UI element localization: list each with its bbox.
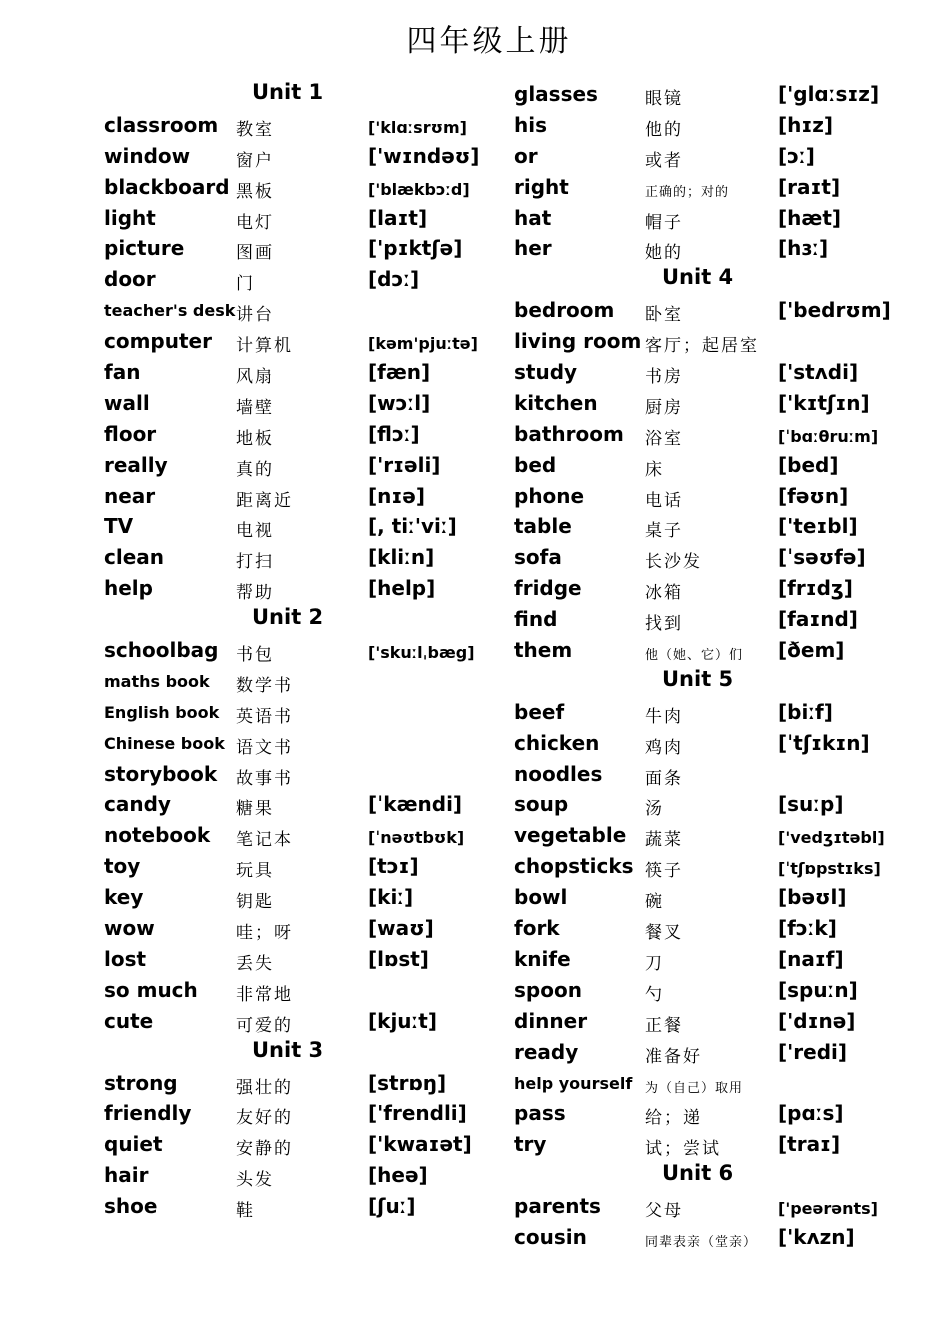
english-word: classroom (104, 112, 219, 137)
phonetic: [suːp] (778, 792, 844, 817)
english-word: sofa (514, 545, 562, 570)
chinese-meaning: 钥匙 (236, 892, 274, 913)
english-word: toy (104, 854, 141, 879)
chinese-meaning: 距离近 (236, 490, 293, 511)
chinese-meaning: 窗户 (236, 150, 274, 171)
phonetic: ['teɪbl] (778, 514, 858, 539)
phonetic: [bəʊl] (778, 885, 847, 910)
english-word: fan (104, 360, 141, 385)
english-word: schoolbag (104, 638, 219, 663)
chinese-meaning: 冰箱 (645, 583, 683, 604)
chinese-meaning: 真的 (236, 459, 274, 480)
chinese-meaning: 英语书 (236, 706, 293, 727)
chinese-meaning: 图画 (236, 243, 274, 264)
chinese-meaning: 他的 (645, 119, 683, 140)
english-word: table (514, 514, 572, 539)
unit-heading: Unit 6 (662, 1161, 734, 1186)
chinese-meaning: 笔记本 (236, 830, 293, 851)
chinese-meaning: 或者 (645, 150, 683, 171)
english-word: find (514, 607, 558, 632)
chinese-meaning: 头发 (236, 1170, 274, 1191)
phonetic: [ˈkændi] (368, 792, 463, 817)
chinese-meaning: 帮助 (236, 583, 274, 604)
phonetic: [dɔː] (368, 267, 420, 292)
chinese-meaning: 碗 (645, 892, 664, 913)
english-word: teacher's desk (104, 301, 236, 321)
phonetic: [traɪ] (778, 1132, 841, 1157)
chinese-meaning: 鞋 (236, 1201, 255, 1222)
phonetic: ['klɑːsrʊm] (368, 117, 467, 137)
chinese-meaning: 眼镜 (645, 89, 683, 109)
phonetic: ['blækbɔːd] (368, 179, 470, 199)
english-word: picture (104, 236, 185, 261)
english-word: maths book (104, 671, 210, 691)
english-word: help (104, 576, 153, 601)
english-word: computer (104, 329, 212, 354)
unit-heading: Unit 4 (662, 265, 734, 290)
english-word: his (514, 112, 547, 137)
chinese-meaning: 准备好 (645, 1046, 702, 1067)
phonetic: ['rɪəli] (368, 452, 441, 477)
chinese-meaning: 父母 (645, 1201, 683, 1222)
english-word: or (514, 143, 538, 168)
english-word: chicken (514, 730, 600, 755)
phonetic: [frɪdʒ] (778, 576, 853, 601)
english-word: English book (104, 702, 220, 722)
english-word: living room (514, 329, 642, 354)
phonetic: [faɪnd] (778, 607, 858, 632)
phonetic: [naɪf] (778, 946, 844, 971)
phonetic: [nɪə] (368, 483, 425, 508)
english-word: noodles (514, 761, 603, 786)
phonetic: [biːf] (778, 699, 833, 724)
phonetic: [ˈnəʊtbʊk] (368, 828, 465, 848)
chinese-meaning: 勺 (645, 984, 664, 1005)
english-word: bedroom (514, 298, 615, 323)
phonetic: [hɪz] (778, 112, 834, 137)
chinese-meaning: 糖果 (236, 799, 274, 820)
english-word: soup (514, 792, 569, 817)
chinese-meaning: 为（自己）取用 (645, 1080, 744, 1096)
english-word: friendly (104, 1101, 192, 1126)
english-word: chopsticks (514, 854, 634, 879)
chinese-meaning: 故事书 (236, 768, 293, 789)
english-word: really (104, 452, 168, 477)
unit-heading: Unit 3 (252, 1037, 324, 1062)
chinese-meaning: 安静的 (236, 1139, 293, 1160)
phonetic: [raɪt] (778, 174, 841, 199)
phonetic: ['vedʒɪtəbl] (778, 828, 885, 848)
english-word: knife (514, 946, 571, 971)
phonetic: [strɒŋ] (368, 1070, 447, 1095)
english-word: glasses (514, 82, 598, 106)
chinese-meaning: 找到 (645, 614, 683, 635)
english-word: bowl (514, 885, 568, 910)
phonetic: [laɪt] (368, 205, 428, 230)
chinese-meaning: 电视 (236, 521, 274, 542)
phonetic: [flɔː] (368, 421, 420, 446)
chinese-meaning: 强壮的 (236, 1077, 293, 1098)
phonetic: [hæt] (778, 205, 842, 230)
english-word: kitchen (514, 390, 598, 415)
chinese-meaning: 刀 (645, 953, 664, 974)
phonetic: [pɑːs] (778, 1101, 844, 1126)
phonetic: ['bedrʊm] (778, 298, 891, 323)
phonetic: [heə] (368, 1163, 428, 1188)
unit-heading: Unit 2 (252, 605, 324, 630)
english-word: blackboard (104, 174, 230, 199)
phonetic: [fəʊn] (778, 483, 849, 508)
english-word: fork (514, 916, 560, 941)
english-word: fridge (514, 576, 582, 601)
chinese-meaning: 帽子 (645, 212, 683, 233)
english-word: study (514, 360, 578, 385)
chinese-meaning: 数学书 (236, 675, 293, 696)
chinese-meaning: 墙壁 (236, 397, 274, 418)
unit-heading: Unit 5 (662, 666, 734, 691)
phonetic: ['pɪktʃə] (368, 236, 463, 261)
phonetic: [ɔː] (778, 143, 815, 168)
phonetic: [fɔːk] (778, 916, 837, 941)
phonetic: ['stʌdi] (778, 360, 859, 385)
phonetic: [lɒst] (368, 946, 429, 971)
english-word: beef (514, 699, 565, 724)
chinese-meaning: 讲台 (236, 305, 274, 326)
english-word: try (514, 1132, 547, 1157)
chinese-meaning: 正餐 (645, 1015, 683, 1036)
chinese-meaning: 餐叉 (645, 923, 683, 944)
english-word: hair (104, 1163, 149, 1188)
english-word: bed (514, 452, 557, 477)
phonetic: ['glɑːsɪz] (778, 82, 880, 106)
chinese-meaning: 风扇 (236, 367, 274, 388)
phonetic: [ˈtʃɒpstɪks] (778, 859, 881, 879)
chinese-meaning: 鸡肉 (645, 737, 683, 758)
english-word: shoe (104, 1194, 158, 1219)
chinese-meaning: 书房 (645, 367, 683, 388)
phonetic: [ˈtʃɪkɪn] (778, 730, 870, 755)
english-word: spoon (514, 977, 582, 1002)
chinese-meaning: 汤 (645, 799, 664, 820)
chinese-meaning: 正确的；对的 (645, 184, 730, 200)
chinese-meaning: 语文书 (236, 737, 293, 758)
phonetic: [bed] (778, 452, 839, 477)
english-word: hat (514, 205, 552, 230)
chinese-meaning: 给；递 (645, 1108, 702, 1129)
english-word: ready (514, 1039, 579, 1064)
chinese-meaning: 书包 (236, 645, 274, 666)
english-word: light (104, 205, 156, 230)
english-word: Chinese book (104, 733, 225, 753)
english-word: pass (514, 1101, 566, 1126)
english-word: strong (104, 1070, 178, 1095)
english-word: bathroom (514, 421, 624, 446)
chinese-meaning: 客厅；起居室 (645, 336, 759, 357)
chinese-meaning: 丢失 (236, 953, 274, 974)
phonetic: [kəm'pjuːtə] (368, 334, 478, 354)
english-word: vegetable (514, 823, 627, 848)
chinese-meaning: 打扫 (236, 552, 274, 573)
phonetic: [ðem] (778, 638, 845, 663)
chinese-meaning: 床 (645, 459, 664, 480)
phonetic: ['peərənts] (778, 1199, 878, 1219)
phonetic: [waʊ] (368, 916, 434, 941)
chinese-meaning: 电灯 (236, 212, 274, 233)
english-word: lost (104, 946, 147, 971)
phonetic: ['frendli] (368, 1101, 467, 1126)
english-word: cute (104, 1008, 154, 1033)
phonetic: [fæn] (368, 360, 431, 385)
english-word: quiet (104, 1132, 163, 1157)
english-word: TV (104, 514, 134, 539)
english-word: help yourself (514, 1073, 633, 1093)
chinese-meaning: 门 (236, 274, 255, 295)
phonetic: ['dɪnə] (778, 1008, 856, 1033)
phonetic: [hɜː] (778, 236, 829, 261)
phonetic: [ˈsəʊfə] (778, 545, 866, 570)
english-word: floor (104, 421, 157, 446)
chinese-meaning: 非常地 (236, 984, 293, 1005)
english-word: so much (104, 977, 198, 1002)
chinese-meaning: 她的 (645, 243, 683, 264)
english-word: door (104, 267, 156, 292)
phonetic: [wɔːl] (368, 390, 431, 415)
chinese-meaning: 试；尝试 (645, 1139, 721, 1160)
chinese-meaning: 哇；呀 (236, 923, 293, 944)
phonetic: ['wɪndəʊ] (368, 143, 480, 168)
chinese-meaning: 蔬菜 (645, 830, 683, 851)
chinese-meaning: 教室 (236, 119, 274, 140)
phonetic: [kjuːt] (368, 1008, 437, 1033)
english-word: wall (104, 390, 150, 415)
chinese-meaning: 他（她、它）们 (645, 648, 744, 664)
chinese-meaning: 计算机 (236, 336, 293, 357)
phonetic: [help] (368, 576, 436, 601)
chinese-meaning: 玩具 (236, 861, 274, 882)
english-word: storybook (104, 761, 218, 786)
chinese-meaning: 可爱的 (236, 1015, 293, 1036)
english-word: key (104, 885, 144, 910)
phonetic: [ʃuː] (368, 1194, 416, 1219)
phonetic: [kliːn] (368, 545, 435, 570)
unit-heading: Unit 1 (252, 80, 324, 104)
phonetic: [, tiː'viː] (368, 514, 457, 539)
english-word: phone (514, 483, 585, 508)
english-word: dinner (514, 1008, 588, 1033)
chinese-meaning: 同辈表亲（堂亲） (645, 1234, 758, 1250)
english-word: clean (104, 545, 165, 570)
english-word: near (104, 483, 156, 508)
phonetic: ['skuːlˌbæg] (368, 643, 475, 663)
english-word: notebook (104, 823, 211, 848)
phonetic: ['kwaɪət] (368, 1132, 472, 1157)
english-word: her (514, 236, 552, 261)
chinese-meaning: 友好的 (236, 1108, 293, 1129)
english-word: parents (514, 1194, 601, 1219)
english-word: right (514, 174, 569, 199)
chinese-meaning: 牛肉 (645, 706, 683, 727)
phonetic: ['kɪtʃɪn] (778, 390, 870, 415)
phonetic: [tɔɪ] (368, 854, 419, 879)
phonetic: [kiː] (368, 885, 414, 910)
english-word: cousin (514, 1224, 587, 1249)
english-word: candy (104, 792, 171, 817)
chinese-meaning: 卧室 (645, 305, 683, 326)
phonetic: ['kʌzn] (778, 1224, 855, 1249)
phonetic: [ˈbɑːθruːm] (778, 426, 879, 446)
chinese-meaning: 筷子 (645, 861, 683, 882)
chinese-meaning: 面条 (645, 768, 683, 789)
english-word: wow (104, 916, 155, 941)
chinese-meaning: 浴室 (645, 428, 683, 449)
chinese-meaning: 黑板 (236, 181, 274, 202)
page-title: 四年级上册 (406, 24, 572, 59)
chinese-meaning: 地板 (236, 428, 274, 449)
phonetic: ['redi] (778, 1039, 848, 1064)
chinese-meaning: 桌子 (645, 521, 683, 542)
chinese-meaning: 厨房 (645, 397, 683, 418)
english-word: window (104, 143, 191, 168)
english-word: them (514, 638, 573, 663)
phonetic: [spuːn] (778, 977, 858, 1002)
chinese-meaning: 电话 (645, 490, 683, 511)
chinese-meaning: 长沙发 (645, 552, 702, 573)
